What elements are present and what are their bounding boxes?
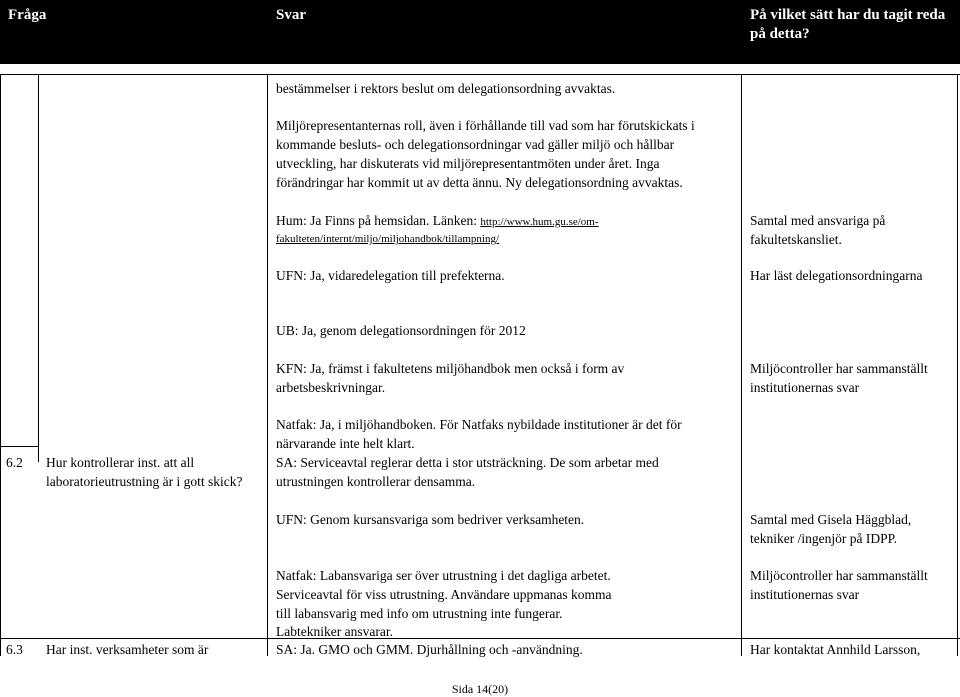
metod-4: Miljöcontroller har sammanställt: [750, 361, 928, 376]
header-fraga: Fråga: [8, 7, 47, 23]
row-rule-63: [0, 638, 960, 639]
svar-kfn-1: KFN: Ja, främst i fakultetens miljöhandbok men också i form av: [276, 361, 625, 376]
svar-natfak-lab-4: Labtekniker ansvarar.: [276, 624, 393, 639]
top-rule: [0, 74, 960, 75]
svar-natfak-lab-1: Natfak: Labansvariga ser över utrustning i det dagliga arbetet.: [276, 568, 611, 583]
row-rule-62: [0, 446, 38, 447]
svar-line-2: Miljörepresentanternas roll, även i förhållande till vad som har förutskickats i: [276, 118, 695, 133]
col-line-fraga: [267, 74, 268, 656]
svar-sa-gmo: SA: Ja. GMO och GMM. Djurhållning och -användning.: [276, 642, 583, 657]
svar-line-3: kommande besluts- och delegationsordningar vad gäller miljö och hållbar: [276, 137, 675, 152]
col-line-svar: [741, 74, 742, 656]
svar-natfak-lab-2: Serviceavtal för viss utrustning. Användare uppmanas komma: [276, 587, 612, 602]
q62-number: 6.2: [6, 455, 23, 470]
svar-natfak-lab-3: till labansvarig med info om utrustning inte fungerar.: [276, 606, 563, 621]
page-number: Sida 14(20): [451, 682, 509, 696]
metod-5: institutionernas svar: [750, 380, 860, 395]
table-header: [0, 0, 960, 64]
q63-number: 6.3: [6, 642, 23, 657]
metod-10: Har kontaktat Annhild Larsson,: [750, 642, 921, 657]
metod-3: Har läst delegationsordningarna: [750, 268, 923, 283]
svar-ufn: UFN: Ja, vidaredelegation till prefekterna.: [276, 268, 505, 283]
svar-ub: UB: Ja, genom delegationsordningen för 2012: [276, 323, 526, 338]
col-line-left: [0, 74, 1, 656]
metod-6: Samtal med Gisela Häggblad,: [750, 512, 912, 527]
metod-9: institutionernas svar: [750, 587, 860, 602]
hum-link-part2[interactable]: fakulteten/internt/miljo/miljohandbok/tillampning/: [276, 233, 500, 245]
col-line-right: [957, 74, 958, 656]
svar-kfn-2: arbetsbeskrivningar.: [276, 380, 386, 395]
hum-link-part1[interactable]: http://www.hum.gu.se/om-: [480, 216, 599, 228]
metod-1: Samtal med ansvariga på: [750, 213, 886, 228]
svar-sa-2: utrustningen kontrollerar densamma.: [276, 474, 476, 489]
header-svar: Svar: [276, 7, 306, 23]
header-metod-line1: På vilket sätt har du tagit reda: [750, 7, 946, 23]
metod-8: Miljöcontroller har sammanställt: [750, 568, 928, 583]
header-metod-line2: på detta?: [750, 26, 810, 42]
svar-line-4: utveckling, har diskuterats vid miljörepresentantmöten under året. Inga: [276, 156, 660, 171]
svar-hum: [276, 211, 599, 232]
svar-hum-text: Hum: Ja Finns på hemsidan. Länken:: [276, 213, 481, 228]
q62-text-1: Hur kontrollerar inst. att all: [46, 455, 195, 470]
svar-natfak-1: Natfak: Ja, i miljöhandboken. För Natfaks nybildade institutioner är det för: [276, 417, 682, 432]
svar-sa-1: SA: Serviceavtal reglerar detta i stor utsträckning. De som arbetar med: [276, 455, 659, 470]
svar-ufn-2: UFN: Genom kursansvariga som bedriver verksamheten.: [276, 512, 585, 527]
metod-7: tekniker /ingenjör på IDPP.: [750, 531, 897, 546]
metod-2: fakultetskansliet.: [750, 232, 842, 247]
col-line-num: [38, 74, 39, 462]
svar-line-1: bestämmelser i rektors beslut om delegationsordning avvaktas.: [276, 81, 616, 96]
q62-text-2: laboratorieutrustning är i gott skick?: [46, 474, 243, 489]
svar-line-5: förändringar har kommit ut av detta ännu. Ny delegationsordning avvaktas.: [276, 175, 683, 190]
svar-natfak-2: närvarande inte helt klart.: [276, 436, 415, 451]
q63-text: Har inst. verksamheter som är: [46, 642, 209, 657]
